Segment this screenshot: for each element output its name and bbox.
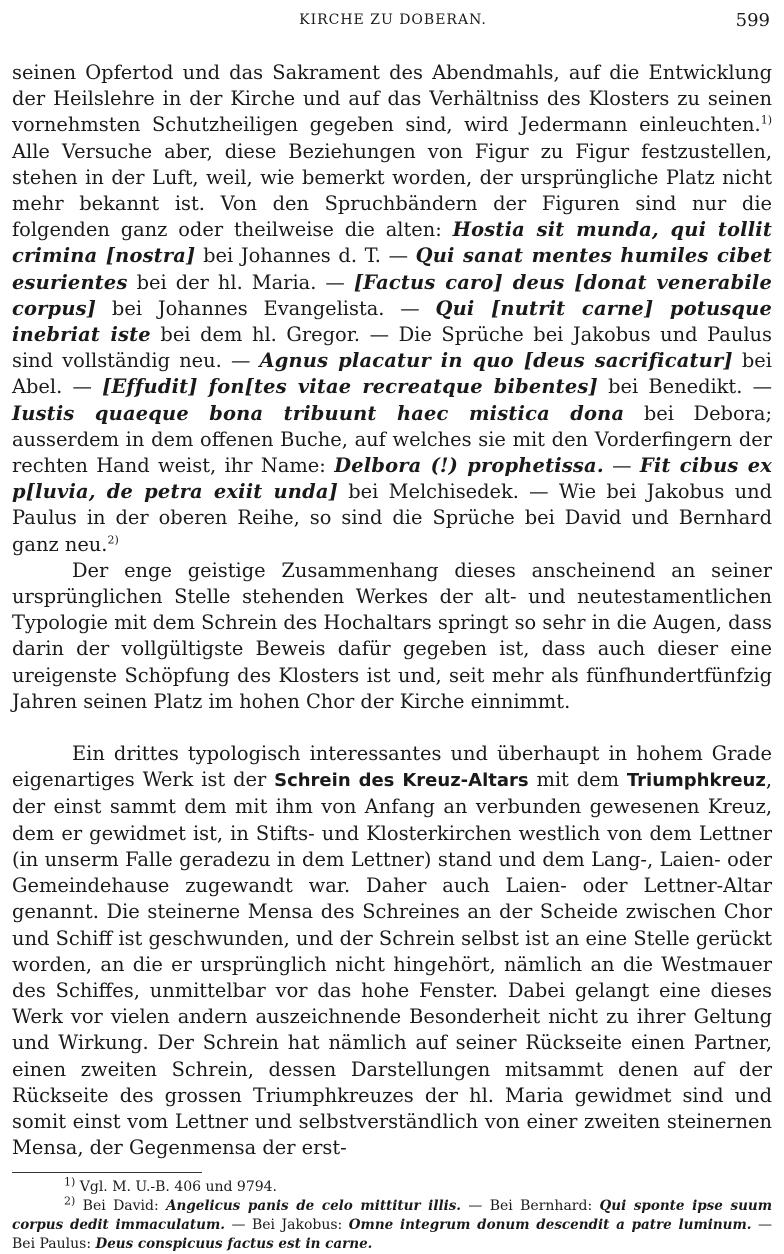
text-run: bei Johannes d. T. — [195, 244, 416, 268]
running-head [14, 10, 772, 40]
footnote-text: — Bei Paulus: [12, 1217, 772, 1252]
footnote-text: Vgl. M. U.-B. 406 und 9794. [75, 1179, 278, 1195]
body-text [12, 60, 772, 1161]
text-run: bei der hl. Maria. — [127, 270, 354, 294]
inscription-debora-name: Delbora (!) prophetissa. [334, 454, 604, 478]
paragraph-kreuz-altar [12, 741, 772, 1161]
inscription-melchisedek: Fit cibus ex p[luvia, de petra exiit unda] [12, 454, 772, 504]
paragraph-figures [12, 60, 772, 558]
footnote-marker: 1) [64, 1175, 76, 1189]
footnote-1 [12, 1175, 772, 1197]
text-run: bei Johannes Evangelista. — [96, 296, 436, 320]
footnote-marker: 2) [64, 1194, 76, 1208]
text-run: Alle Versuche aber, diese Beziehungen von Figur zu Figur festzustellen, stehen in der Luft, weil, wie bemerkt worden, der ursprüngliche Platz nicht mehr bekannt ist. Von den Spruchbändern der Figuren sind nur die folgenden ganz oder theilweise die alten: [12, 139, 772, 242]
inscription-gregor: Qui [nutrit carne] potusque inebriat iste [12, 296, 772, 347]
text-run: — [603, 454, 640, 478]
footnote-text: — Bei Bernhard: [461, 1198, 600, 1214]
footnote-text: — Bei Jakobus: [224, 1217, 349, 1233]
inscription-johannes-baptist: Hostia sit munda, qui tollit crimina [nostra] [12, 218, 772, 268]
inscription-abel: Agnus placatur in quo [deus sacrificatur] [259, 349, 733, 373]
inscription-bernhard: Qui sponte ipse suum corpus dedit immaculatum. [12, 1198, 772, 1233]
text-run: bei Benedikt. — [597, 375, 772, 399]
text-run: mit dem [528, 768, 627, 792]
text-run: Ein drittes typologisch interessantes und überhaupt in hohem Grade eigenartiges Werk ist der [12, 742, 772, 792]
text-run: seinen Opfertod und das Sakrament des Abendmahls, auf die Entwicklung der Heilslehre in der Kirche und auf das Verhältniss des Klosters zu seinen vornehmsten Schutzheiligen gegeben sind, wird Jedermann einleuchten. [12, 61, 772, 137]
text-run: bei Debora; ausserdem in dem offenen Buche, auf welches sie mit den Vorderfingern der rechten Hand weist, ihr Name: [12, 401, 772, 478]
inscription-jakobus: Omne integrum donum descendit a patre luminum. [348, 1217, 752, 1233]
running-title: KIRCHE ZU DOBERAN. [299, 12, 487, 28]
text-run: bei dem hl. Gregor. — Die Sprüche bei Jakobus und Paulus sind vollständig neu. — [12, 323, 772, 373]
text-run: bei Melchisedek. — Wie bei Jakobus und Paulus in der oberen Reihe, so sind die Sprüche bei David und Bernhard ganz neu. [12, 480, 773, 556]
text-run: , der einst sammt dem mit ihm von Anfang an verbunden gewesenen Kreuz, dem er gewidmet ist, in Stifts- und Klosterkirchen westlich von dem Lettner (in unserm Falle geradezu in dem Lettner) stand und dem Lang-, Laien- oder Gemeindehause zugewandt war. Daher auch Laien- oder Lettner-Altar genannt. Die steinerne Mensa des Schreines an der Scheide zwischen Chor und Schiff ist geschwunden, und der Schrein selbst ist an eine Stelle gerückt worden, an die er ursprünglich nicht hingehört, nämlich an die Westmauer des Schiffes, unmittelbar vor das hohe Fenster. Dabei gelangt eine dieses Werk vor vielen andern auszeichnende Besonderheit nicht zu ihrer Geltung und Wirkung. Der Schrein hat nämlich auf seiner Rückseite einen Partner, einen zweiten Schrein, dessen Darstellungen mitsammt denen auf der Rückseite des grossen Triumphkreuzes der hl. Maria gewidmet sind und somit einst vom Lettner und selbstverständlich von einer zweiten steinernen Mensa, der Gegenmensa der erst- [12, 768, 772, 1160]
term-triumphkreuz: Triumphkreuz [626, 770, 766, 792]
inscription-johannes-evangelista: [Factus caro] deus [donat venerabile corpus] [12, 270, 772, 320]
footnote-divider [12, 1172, 202, 1173]
term-schrein-kreuz-altar: Schrein des Kreuz-Altars [274, 770, 529, 792]
inscription-paulus: Deus conspicuus factus est in carne. [95, 1236, 373, 1252]
inscription-maria: Qui sanat mentes humiles cibet esurientes [12, 244, 772, 294]
inscription-debora: Iustis quaeque bona tribuunt haec mistica dona [12, 401, 625, 425]
footnotes [12, 1175, 772, 1254]
text-run: bei Abel. — [12, 349, 772, 399]
footnote-ref-1: 1) [760, 113, 772, 127]
inscription-david: Angelicus panis de celo mittitur illis. [166, 1198, 462, 1214]
footnote-ref-2: 2) [107, 533, 119, 547]
paragraph-typology: Der enge geistige Zusammenhang dieses anscheinend an seiner ursprünglichen Stelle stehenden Werkes der alt- und neutestamentlichen Typologie mit dem Schrein des Hochaltars springt so sehr in die Augen, dass darin der vollgültigste Beweis dafür gegeben ist, dass auch dieser eine ureigenste Schöpfung des Klosters ist und, seit mehr als fünfhundertfünfzig Jahren seinen Platz im hohen Chor der Kirche einnimmt. [12, 558, 772, 713]
footnote-text: Bei David: [75, 1198, 167, 1214]
footnote-2 [12, 1194, 772, 1254]
page-number: 599 [735, 10, 770, 31]
inscription-benedikt: [Effudit] fon[tes vitae recreatque bibentes] [102, 375, 598, 399]
